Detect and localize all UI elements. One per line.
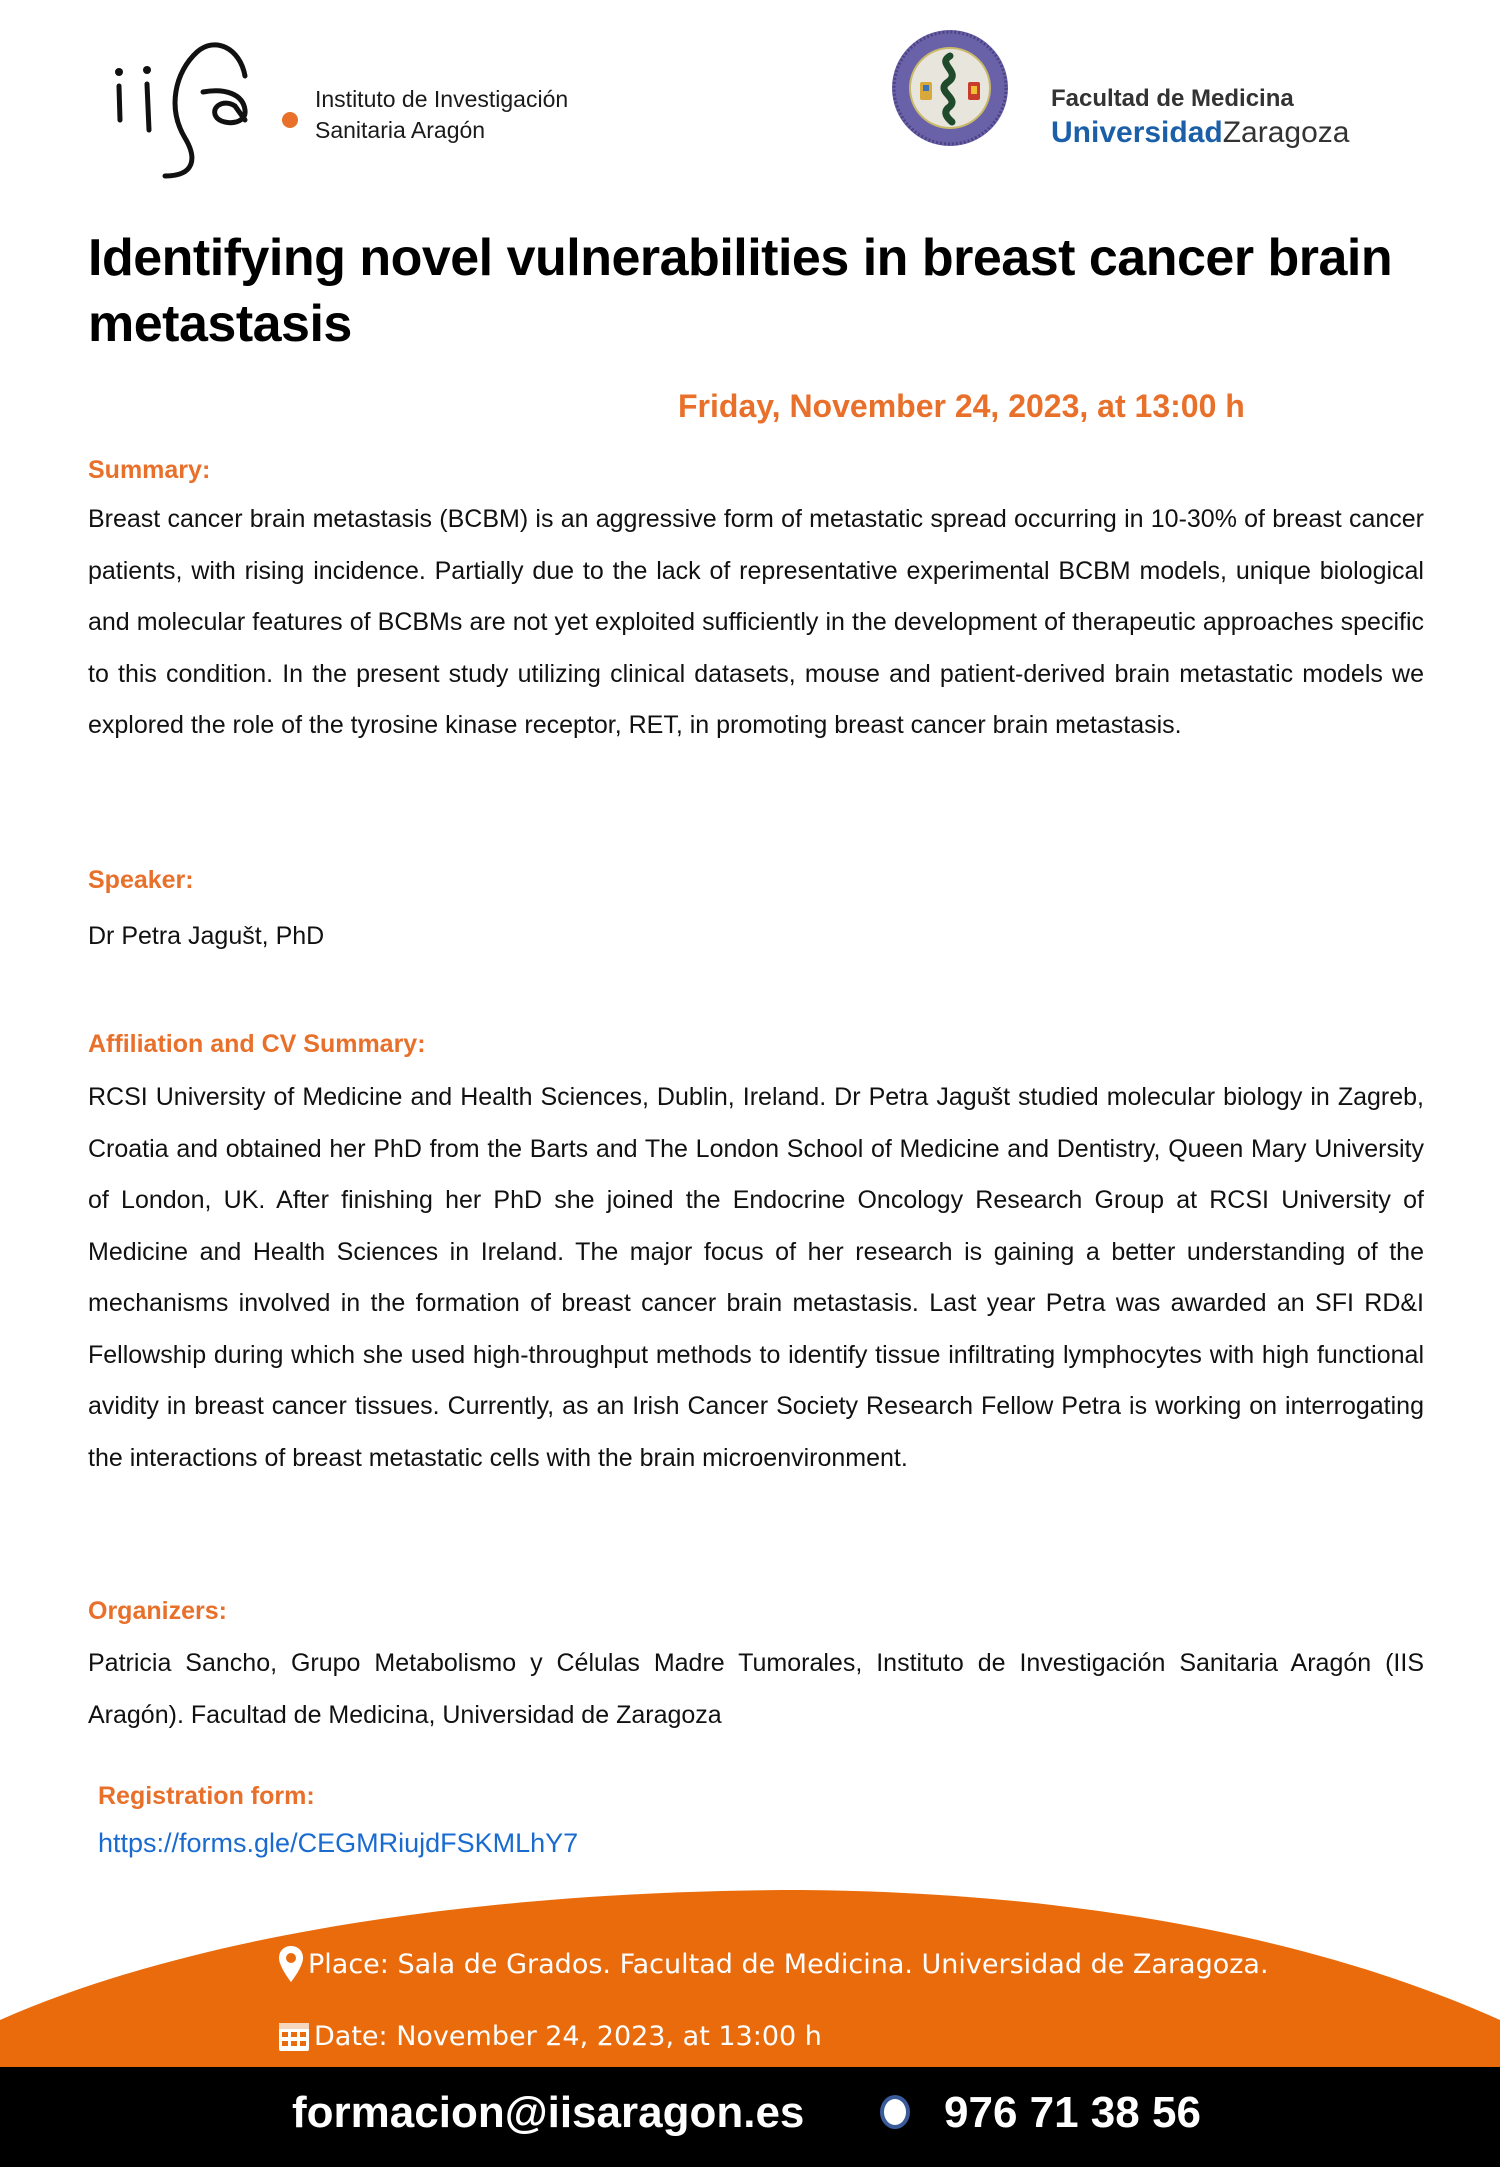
registration-label: Registration form: [98, 1782, 315, 1810]
contact-email[interactable]: formacion@iisaragon.es [292, 2088, 805, 2137]
iisa-mark-icon [105, 28, 305, 188]
footer-date [278, 2020, 822, 2052]
page-title: Identifying novel vulnerabilities in breast cancer brain metastasis [88, 229, 1393, 353]
speaker-name: Dr Petra Jagušt, PhD [88, 922, 325, 950]
footer-date-text: Date: November 24, 2023, at 13:00 h [314, 2020, 822, 2052]
registration-link[interactable]: https://forms.gle/CEGMRiujdFSKMLhY7 [98, 1828, 579, 1858]
affiliation-label: Affiliation and CV Summary: [88, 1030, 426, 1058]
university-name-part1: Universidad [1051, 116, 1223, 149]
footer-place [278, 1945, 1269, 1983]
event-date-headline: Friday, November 24, 2023, at 13:00 h [678, 388, 1245, 424]
iisa-name-line1: Instituto de Investigación [315, 86, 569, 112]
speaker-label: Speaker: [88, 866, 194, 894]
location-pin-icon [278, 1945, 304, 1983]
faculty-seal-icon [890, 28, 1010, 148]
iisa-logo [105, 28, 625, 188]
calendar-icon [278, 2020, 310, 2052]
organizers-label: Organizers: [88, 1597, 227, 1625]
affiliation-text: RCSI University of Medicine and Health Sciences, Dublin, Ireland. Dr Petra Jagušt studied molecular biology in Zagreb, Croatia and obtained her PhD from the Barts and The London School of Medicine and Dentistry, Queen Mary University of London, UK. After finishing her PhD she joined the Endocrine Oncology Research Group at RCSI University of Medicine and Health Sciences in Ireland. The major focus of her research is gaining a better understanding of the mechanisms involved in the formation of breast cancer brain metastasis. Last year Petra was awarded an SFI RD&I Fellowship during which she used high-throughput methods to identify tissue infiltrating lymphocytes with high functional avidity in breast cancer tissues. Currently, as an Irish Cancer Society Research Fellow Petra is working on interrogating the interactions of breast metastatic cells with the brain microenvironment. [88, 1083, 1424, 1472]
iisa-name-line2: Sanitaria Aragón [315, 117, 486, 143]
university-name-part2: Zaragoza [1222, 116, 1350, 149]
summary-label: Summary: [88, 456, 211, 484]
unizar-logo [890, 28, 1410, 158]
faculty-name: Facultad de Medicina [1051, 85, 1294, 112]
summary-text: Breast cancer brain metastasis (BCBM) is an aggressive form of metastatic spread occurring in 10-30% of breast cancer patients, with rising incidence. Partially due to the lack of representative experimental BCBM models, unique biological and molecular features of BCBMs are not yet exploited sufficiently in the development of therapeutic approaches specific to this condition. In the present study utilizing clinical datasets, mouse and patient-derived brain metastatic models we explored the role of the tyrosine kinase receptor, RET, in promoting breast cancer brain metastasis. [88, 505, 1424, 739]
organizers-text: Patricia Sancho, Grupo Metabolismo y Células Madre Tumorales, Instituto de Investigación Sanitaria Aragón (IIS Aragón). Facultad de Medicina, Universidad de Zaragoza [88, 1649, 1424, 1729]
phone-bullet-icon [880, 2095, 910, 2129]
university-name [1051, 115, 1349, 151]
footer-place-text: Place: Sala de Grados. Facultad de Medicina. Universidad de Zaragoza. [308, 1948, 1269, 1980]
contact-phone[interactable]: 976 71 38 56 [944, 2088, 1201, 2137]
